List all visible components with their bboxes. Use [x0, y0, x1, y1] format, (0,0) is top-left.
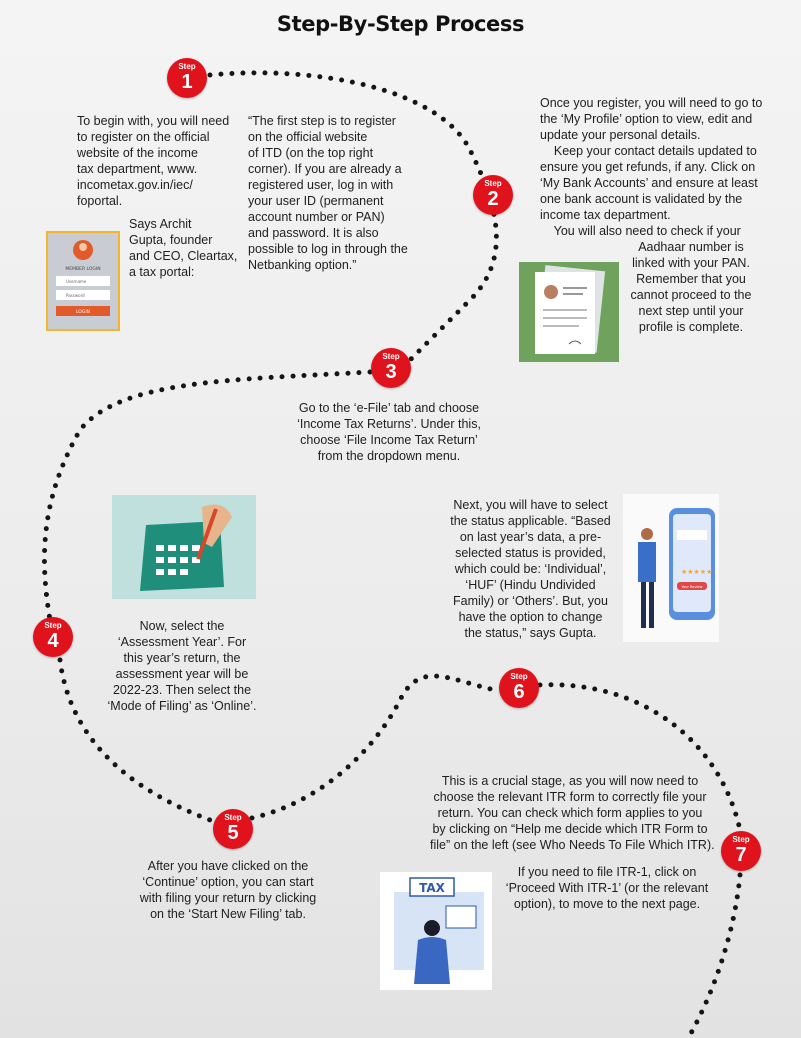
step1-says-text: Says Archit Gupta, founder and CEO, Cleartax, a tax portal: — [129, 217, 238, 279]
tax-illustration — [380, 872, 492, 990]
step-label: Step — [224, 813, 242, 822]
step-number: 2 — [487, 188, 499, 210]
step1-intro-text: To begin with, you will need to register on the official website of the income tax department, www. incometax.gov.in/iec/ foportal. — [77, 114, 230, 208]
calendar-illustration — [112, 495, 256, 599]
step5-text: After you have clicked on the ‘Continue’ option, you can start with filing your return by clicking on the ‘Start New Filing’ tab. — [139, 859, 317, 921]
page-title: Step-By-Step Process — [276, 12, 525, 36]
step-3-badge — [371, 348, 411, 388]
step-4-badge — [33, 617, 73, 657]
star-rating-icon: ★★★★★ — [681, 569, 713, 576]
step-7-badge — [721, 831, 761, 871]
step-2-badge — [473, 175, 513, 215]
step-label: Step — [484, 179, 502, 188]
step-label: Step — [178, 62, 196, 71]
step-number: 7 — [735, 844, 747, 866]
step-label: Step — [732, 835, 750, 844]
step-label: Step — [44, 621, 62, 630]
profile-document-illustration — [519, 262, 619, 362]
login-header: MEMBER LOGIN — [65, 267, 101, 272]
step-number: 1 — [181, 71, 193, 93]
step2-text: Once you register, you will need to go to the ‘My Profile’ option to view, edit and update your personal details. Keep your contact details updated to ensure you get refunds, if any. Click on ‘My Bank Accounts’ and ensure at least one bank account is validated by the income tax department. You will also need to check if your — [540, 96, 763, 238]
step2-continued-text: Aadhaar number is linked with your PAN. Remember that you cannot proceed to the next step until your profile is complete. — [630, 240, 752, 334]
step1-quote-text: “The first step is to register on the official website of ITD (on the top right corner). If you are already a registered user, log in with your user ID (permanent account number or PAN) and password. It is also possible to log in through the Netbanking option.” — [248, 114, 408, 272]
review-button-label: Your Review — [681, 585, 703, 589]
step-number: 5 — [227, 822, 239, 844]
tax-sign: TAX — [419, 881, 445, 895]
step-number: 3 — [385, 361, 397, 383]
step6-text: Next, you will have to select the status applicable. “Based on last year’s data, a pre- selected status is provided, which could be: ‘Individual’, ‘HUF’ (Hindu Undivided Family) or ‘Others’. But, you have the option to change the status,” says Gupta. — [450, 498, 611, 640]
step4-text: Now, select the ‘Assessment Year’. For this year’s return, the assessment year will be 2022-23. Then select the ‘Mode of Filing’ as ‘Online’. — [107, 619, 257, 713]
login-password: Password — [66, 293, 85, 298]
step-6-badge — [499, 668, 539, 708]
step7-text: This is a crucial stage, as you will now need to choose the relevant ITR form to correctly file your return. You can check which form applies to you by clicking on “Help me decide which ITR Form to file” on the left (see Who Needs To File Which ITR). — [430, 774, 715, 852]
step3-text: Go to the ‘e-File’ tab and choose ‘Income Tax Returns’. Under this, choose ‘File Income Tax Return’ from the dropdown menu. — [297, 401, 481, 463]
step7-continued-text: If you need to file ITR-1, click on ‘Proceed With ITR-1’ (or the relevant option), to move to the next page. — [505, 865, 709, 911]
step-label: Step — [382, 352, 400, 361]
step-number: 4 — [47, 630, 59, 652]
login-username: Username — [66, 279, 87, 284]
step-label: Step — [510, 672, 528, 681]
login-illustration — [44, 230, 122, 334]
step-1-badge — [167, 58, 207, 98]
login-button-label: LOGIN — [75, 310, 91, 315]
phone-review-illustration — [623, 494, 719, 642]
step-5-badge — [213, 809, 253, 849]
step-number: 6 — [513, 681, 525, 703]
